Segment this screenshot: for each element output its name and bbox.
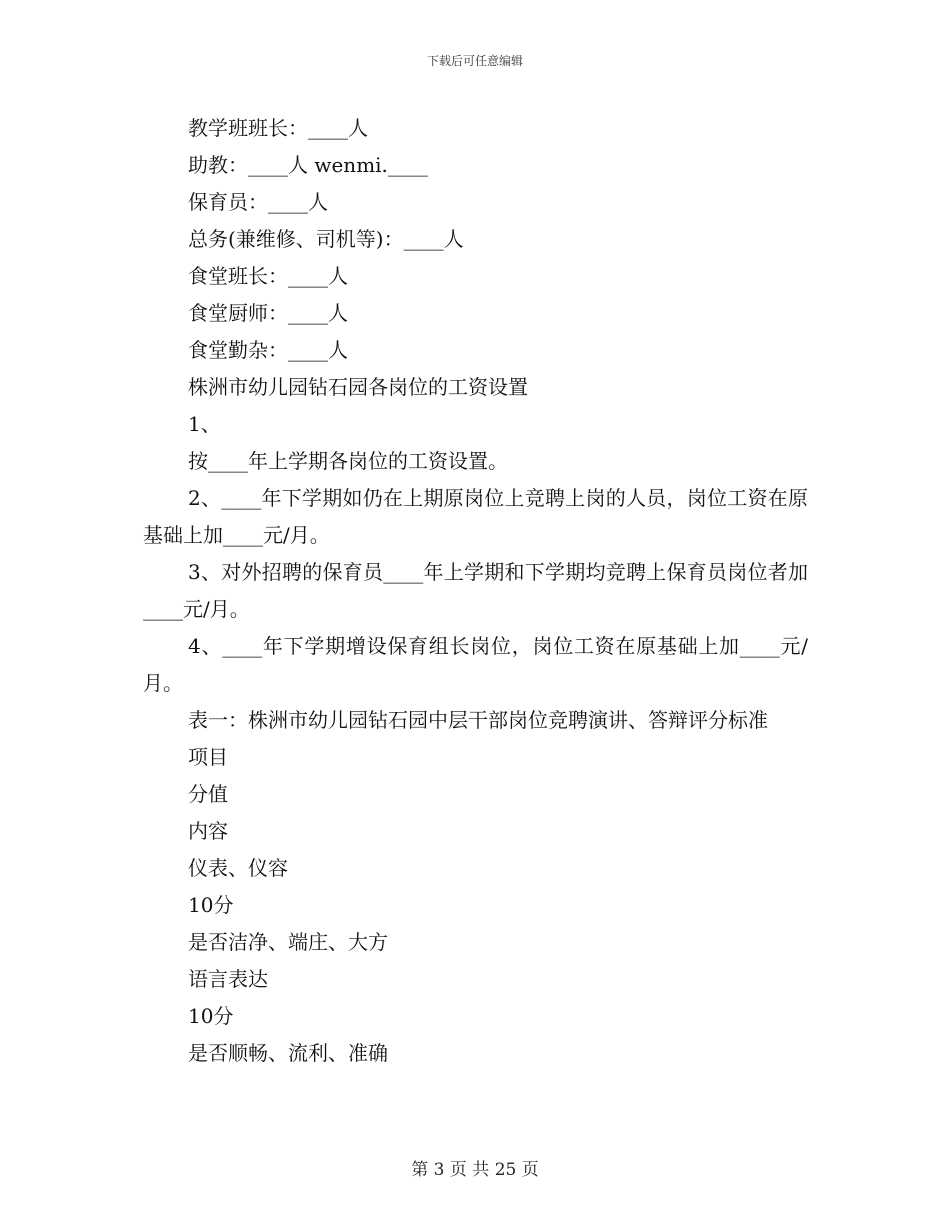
table-cell-appearance: 仪表、仪容 <box>188 856 288 880</box>
list-item-2: 2、____年下学期如仍在上期原岗位上竞聘上岗的人员，岗位工资在原基础上加____元/月。 <box>143 486 808 547</box>
table-header-content: 内容 <box>188 819 228 843</box>
paragraph-general-affairs: 总务(兼维修、司机等)：____人 <box>188 227 464 251</box>
paragraph-canteen-helper: 食堂勤杂：____人 <box>188 338 348 362</box>
list-number-1: 1、 <box>188 412 221 436</box>
section-heading-salary: 株洲市幼儿园钻石园各岗位的工资设置 <box>188 375 528 399</box>
list-item-4: 4、____年下学期增设保育组长岗位，岗位工资在原基础上加____元/月。 <box>143 634 808 695</box>
table-cell-language: 语言表达 <box>188 967 268 991</box>
paragraph-childcare-worker: 保育员：____人 <box>188 190 328 214</box>
table-header-score: 分值 <box>188 782 228 806</box>
paragraph-teaching-class-leader: 教学班班长：____人 <box>188 116 368 140</box>
table-cell-language-score: 10分 <box>188 1004 234 1028</box>
table-cell-appearance-score: 10分 <box>188 893 234 917</box>
document-body <box>143 110 808 1072</box>
list-item-3: 3、对外招聘的保育员____年上学期和下学期均竞聘上保育员岗位者加____元/月。 <box>143 560 808 621</box>
table-caption: 表一：株洲市幼儿园钻石园中层干部岗位竞聘演讲、答辩评分标准 <box>188 708 768 732</box>
page-header: 下载后可任意编辑 <box>426 54 523 68</box>
paragraph-canteen-leader: 食堂班长：____人 <box>188 264 348 288</box>
table-header-item: 项目 <box>188 745 228 769</box>
list-item-1-text: 按____年上学期各岗位的工资设置。 <box>188 449 508 473</box>
page-footer: 第 3 页 共 25 页 <box>411 1160 539 1180</box>
table-cell-appearance-content: 是否洁净、端庄、大方 <box>188 930 388 954</box>
table-cell-language-content: 是否顺畅、流利、准确 <box>188 1041 388 1065</box>
paragraph-canteen-chef: 食堂厨师：____人 <box>188 301 348 325</box>
paragraph-teaching-assistant: 助教：____人 wenmi.____ <box>188 153 428 177</box>
